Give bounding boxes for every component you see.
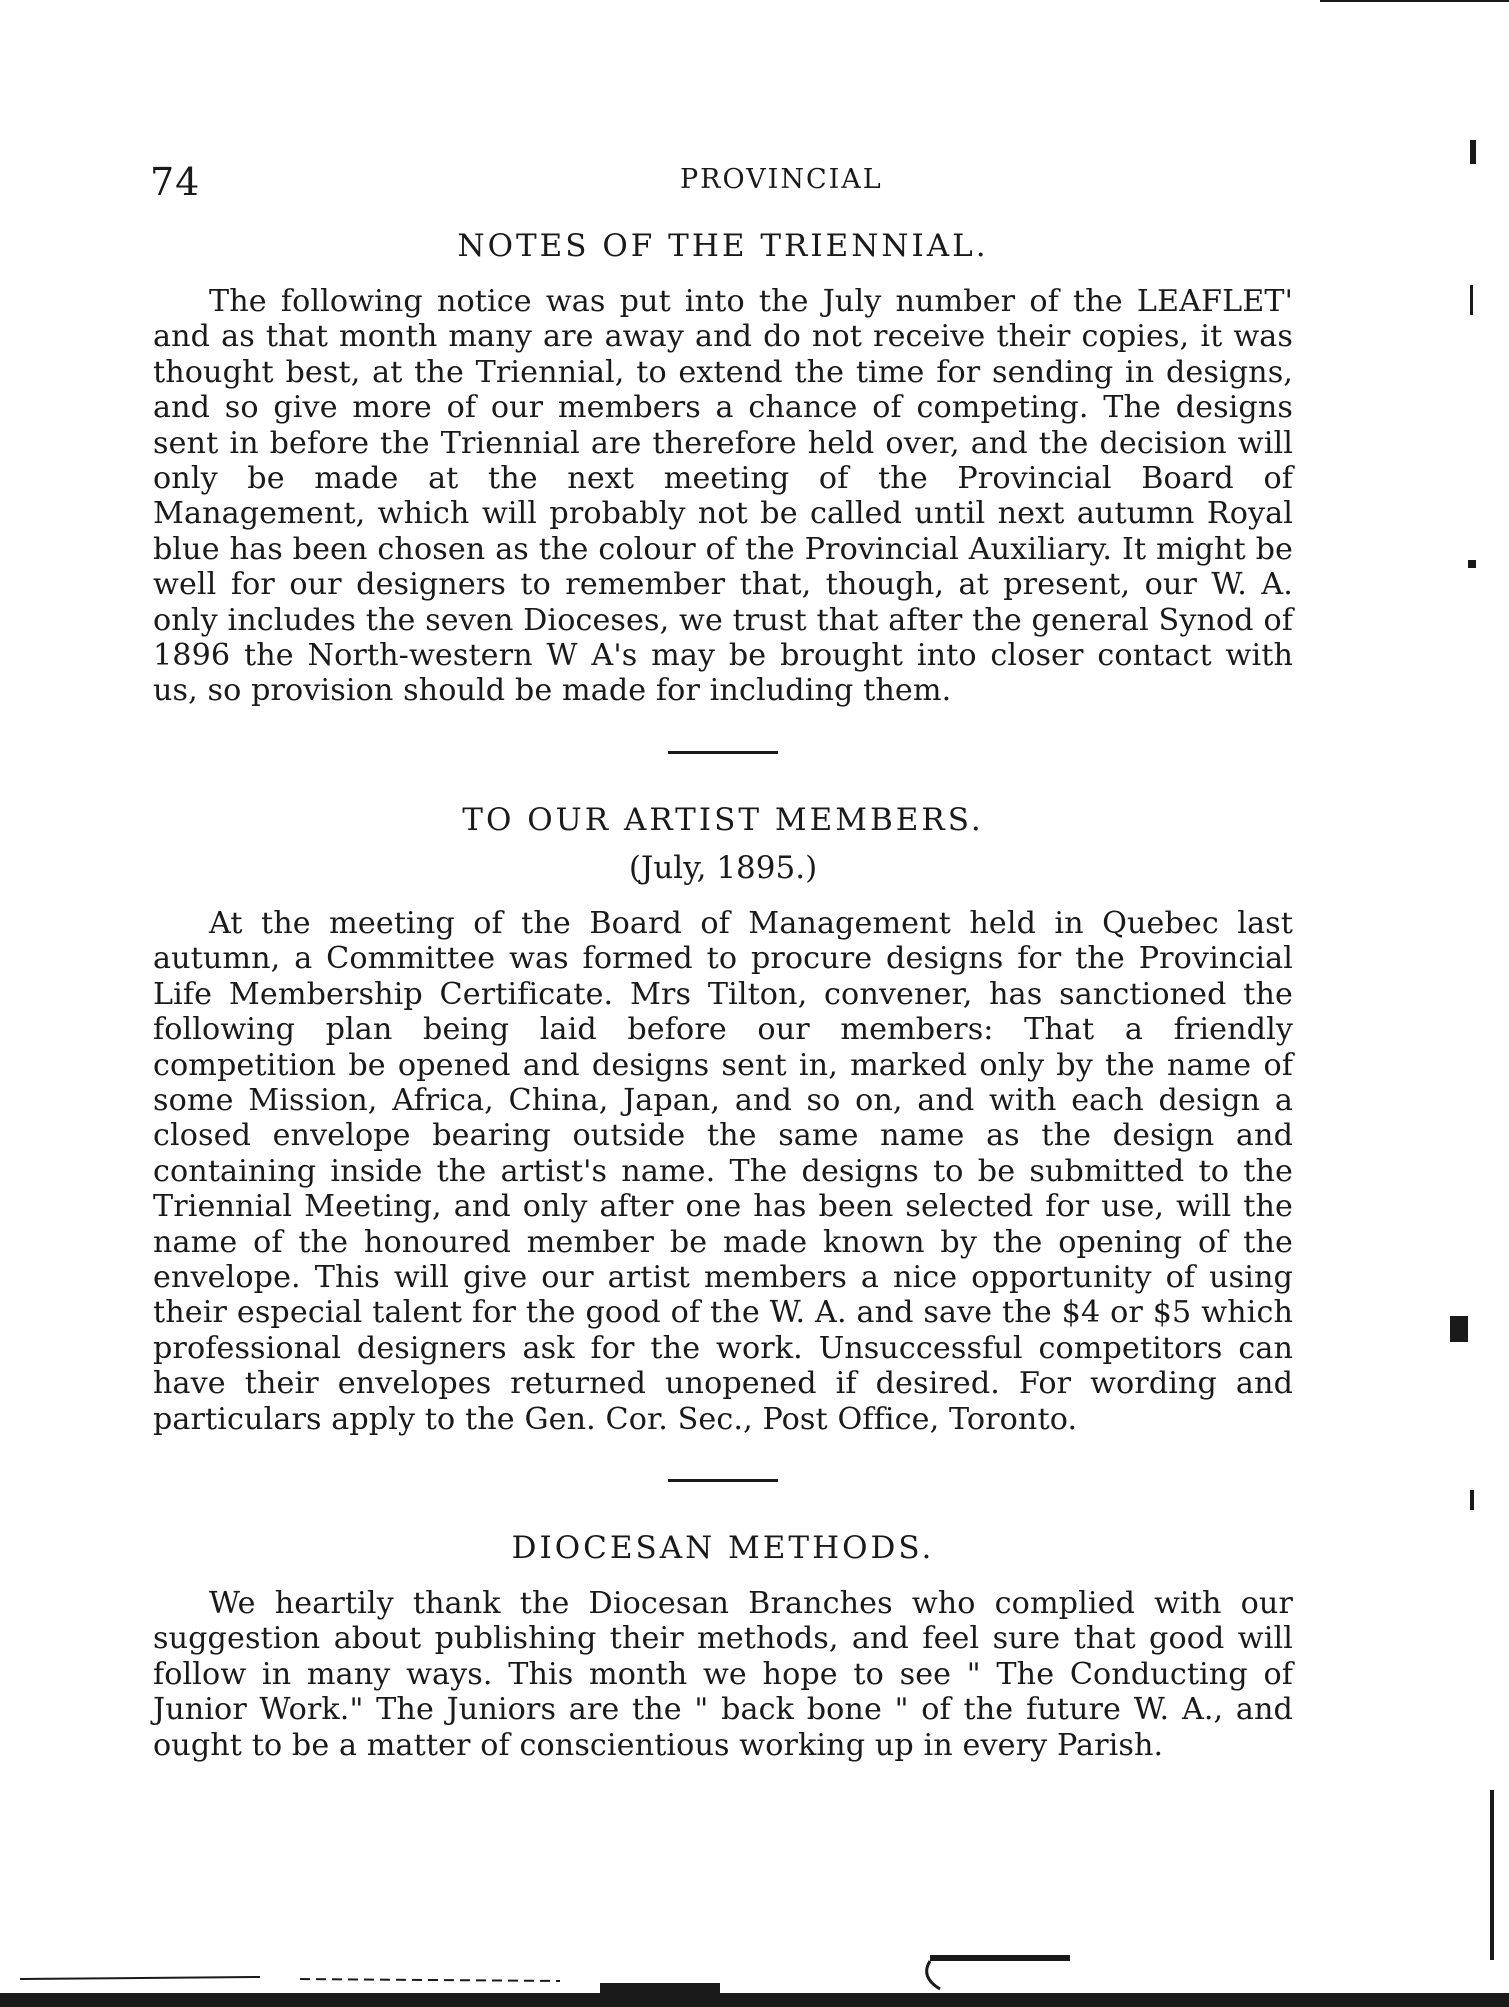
running-head: PROVINCIAL [680,164,883,195]
section-divider [668,1479,778,1482]
page-header [150,160,1310,210]
page-body [153,228,1293,1763]
section-heading: TO OUR ARTIST MEMBERS. [462,801,984,838]
section-diocesan-methods [153,1530,1293,1763]
section-heading: DIOCESAN METHODS. [511,1529,935,1566]
section-notes-of-the-triennial [153,228,1293,709]
scan-speck [1470,285,1473,315]
paragraph: The following notice was put into the July number of the LEAFLET' and as that month many are away and do not receive their copies, it was thought best, at the Triennial, to extend the time for sending in designs, and so give more of our members a chance of competing. The designs sent in before the Triennial are therefore held over, and the decision will only be made at the next meeting of the Provincial Board of Management, which will probably not be called until next autumn Royal blue has been chosen as the colour of the Provincial Auxiliary. It might be well for our designers to remember that, though, at present, our W. A. only includes the seven Dioceses, we trust that after the general Synod of 1896 the North-western W A's may be brought into closer contact with us, so provision should be made for including them. [153,284,1293,709]
page-number: 74 [150,160,201,204]
scan-speck [1470,1490,1474,1510]
scan-speck [1320,0,1509,2]
section-divider [668,751,778,754]
scan-speck [1450,1316,1468,1342]
section-date: (July, 1895.) [628,849,818,886]
scan-speck [1470,140,1476,164]
paragraph: At the meeting of the Board of Management held in Quebec last autumn, a Committee was formed to procure designs for the Provincial Life Membership Certificate. Mrs Tilton, convener, has sanctioned the following plan being laid before our members: That a friendly competition be opened and designs sent in, marked only by the name of some Mission, Africa, China, Japan, and so on, and with each design a closed envelope bearing outside the same name as the design and containing inside the artist's name. The designs to be submitted to the Triennial Meeting, and only after one has been selected for use, will the name of the honoured member be made known by the opening of the envelope. This will give our artist members a nice opportunity of using their especial talent for the good of the W. A. and save the $4 or $5 which professional designers ask for the work. Unsuccessful competitors can have their envelopes returned unopened if desired. For wording and particulars apply to the Gen. Cor. Sec., Post Office, Toronto. [153,905,1293,1437]
scan-edge-marks [0,1927,1509,2007]
scan-speck [1468,560,1476,568]
paragraph: We heartily thank the Diocesan Branches who complied with our suggestion about publishing their methods, and feel sure that good will follow in many ways. This month we hope to see " The Conducting of Junior Work." The Juniors are the " back bone " of the future W. A., and ought to be a matter of conscientious working up in every Parish. [153,1585,1293,1763]
section-heading: NOTES OF THE TRIENNIAL. [457,228,989,264]
section-to-our-artist-members [153,802,1293,1437]
